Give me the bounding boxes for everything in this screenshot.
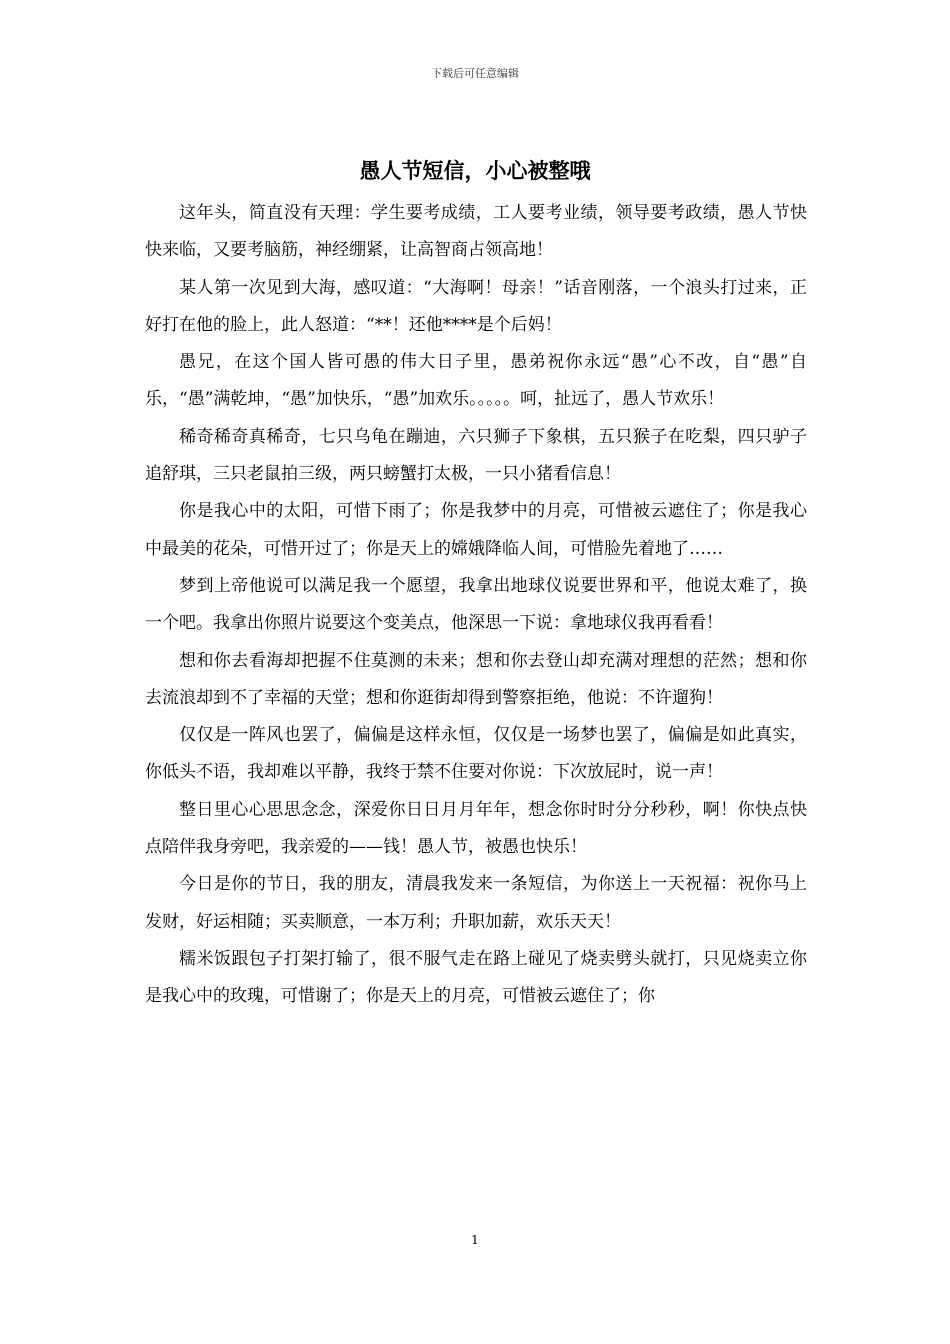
paragraph: 糯米饭跟包子打架打输了，很不服气走在路上碰见了烧卖劈头就打，只见烧卖立你是我心中的玫瑰，可惜谢了；你是天上的月亮，可惜被云遮住了；你	[145, 948, 807, 1007]
paragraph: 今日是你的节日，我的朋友，清晨我发来一条短信，为你送上一天祝福：祝你马上发财，好运相随；买卖顺意，一本万利；升职加薪，欢乐天天！	[145, 874, 807, 932]
paragraph: 整日里心心思思念念，深爱你日日月月年年，想念你时时分分秒秒，啊！你快点快点陪伴我身旁吧，我亲爱的——钱！愚人节，被愚也快乐！	[145, 799, 807, 858]
paragraph: 仅仅是一阵风也罢了，偏偏是这样永恒，仅仅是一场梦也罢了，偏偏是如此真实，你低头不语，我却难以平静，我终于禁不住要对你说：下次放屁时，说一声！	[145, 725, 807, 783]
paragraph: 想和你去看海却把握不住莫测的未来；想和你去登山却充满对理想的茫然；想和你去流浪却到不了幸福的天堂；想和你逛街却得到警察拒绝，他说：不许遛狗！	[145, 650, 807, 708]
page-number: 1	[471, 1233, 479, 1247]
paragraph: 你是我心中的太阳，可惜下雨了；你是我梦中的月亮，可惜被云遮住了；你是我心中最美的花朵，可惜开过了；你是天上的嫦娥降临人间，可惜脸先着地了……	[145, 501, 807, 559]
document-body	[145, 195, 807, 1016]
paragraph: 这年头，简直没有天理：学生要考成绩，工人要考业绩，领导要考政绩，愚人节快快来临，又要考脑筋，神经绷紧，让高智商占领高地！	[145, 203, 807, 261]
document-title: 愚人节短信，小心被整哦	[359, 158, 591, 183]
page-header: 下载后可任意编辑	[431, 67, 519, 80]
paragraph: 某人第一次见到大海，感叹道：“大海啊！母亲！”话音刚落，一个浪头打过来，正好打在他的脸上，此人怒道：“**！还他****是个后妈！	[145, 277, 807, 335]
paragraph: 稀奇稀奇真稀奇，七只乌龟在蹦迪，六只狮子下象棋，五只猴子在吃梨，四只驴子追舒琪，三只老鼠拍三级，两只螃蟹打太极，一只小猪看信息！	[145, 426, 807, 485]
paragraph: 梦到上帝他说可以满足我一个愿望，我拿出地球仪说要世界和平，他说太难了，换一个吧。我拿出你照片说要这个变美点，他深思一下说：拿地球仪我再看看！	[145, 575, 807, 634]
paragraph: 愚兄，在这个国人皆可愚的伟大日子里，愚弟祝你永远“愚”心不改，自“愚”自乐，“愚”满乾坤，“愚”加快乐，“愚”加欢乐。。。。。呵，扯远了，愚人节欢乐！	[145, 352, 807, 410]
